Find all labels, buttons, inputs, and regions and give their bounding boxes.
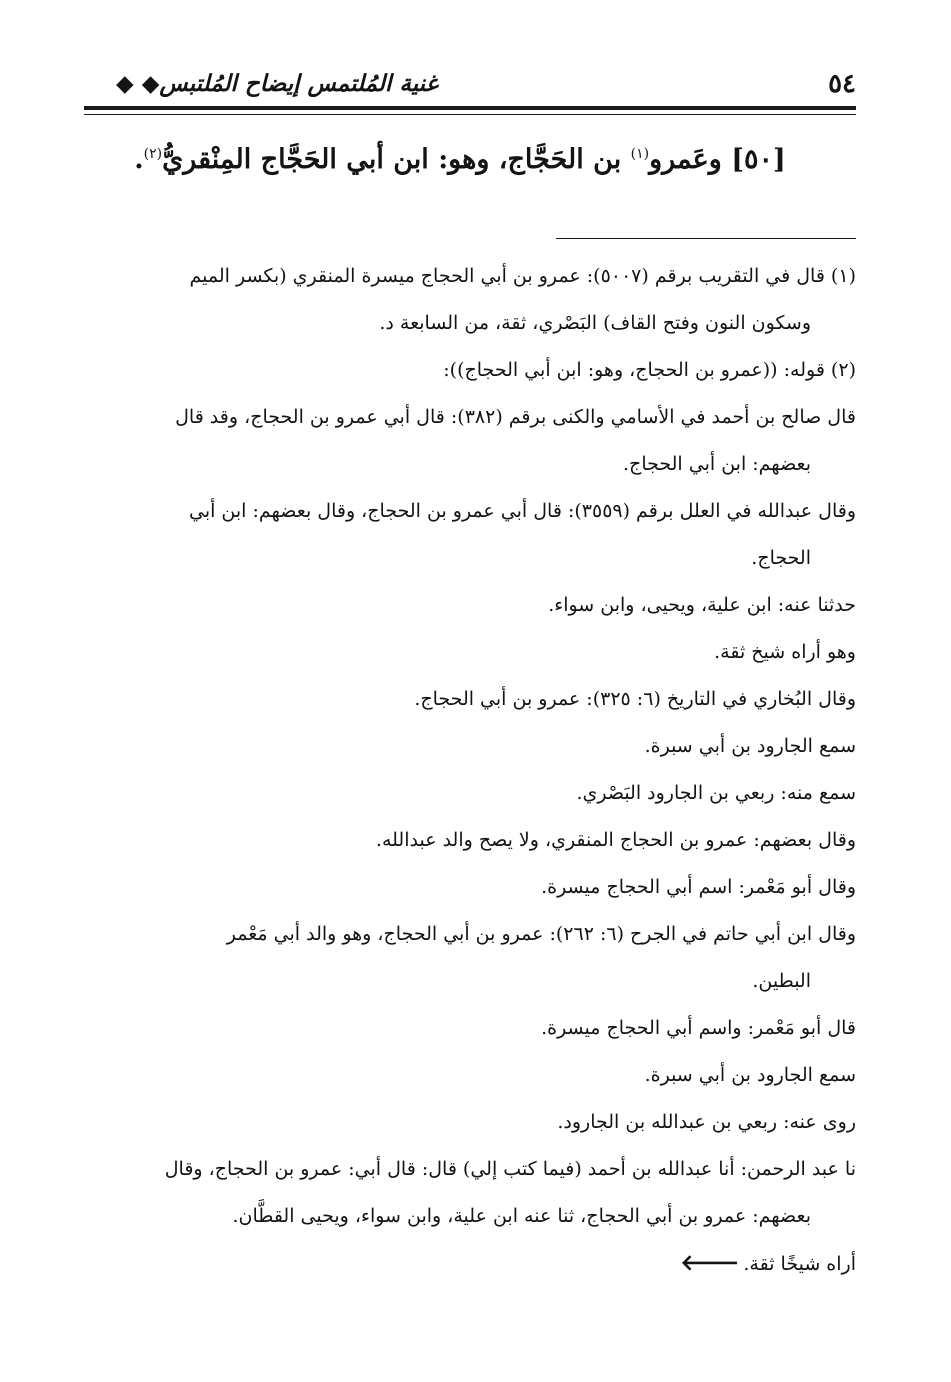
entry-end: . — [134, 144, 144, 175]
footnote-line: بعضهم: ابن أبي الحجاج. — [623, 453, 811, 475]
footnote-line: البطين. — [752, 970, 811, 992]
footnote-line: نا عبد الرحمن: أنا عبدالله بن أحمد (فيما كتب إلي) قال: قال أبي: عمرو بن الحجاج، وقال — [164, 1158, 856, 1180]
footnote-line: (٢) قوله: ((عمرو بن الحجاج، وهو: ابن أبي الحجاج)): — [443, 359, 856, 381]
entry-name: وعَمرو — [649, 144, 722, 175]
page-number: ٥٤ — [828, 69, 856, 99]
footnote-line: قال صالح بن أحمد في الأسامي والكنى برقم (٣٨٢): قال أبي عمرو بن الحجاج، وقد قال — [175, 406, 856, 428]
title-ornament: ◆ ◆ — [116, 70, 160, 97]
footnote-ref-2[interactable]: (٢) — [143, 146, 163, 162]
footnote-line: قال أبو مَعْمر: واسم أبي الحجاج ميسرة. — [541, 1017, 856, 1039]
book-title — [116, 64, 438, 104]
footnote-line: وهو أراه شيخ ثقة. — [714, 641, 856, 663]
footnote-line: وقال أبو مَعْمر: اسم أبي الحجاج ميسرة. — [541, 876, 856, 898]
footnote-line: (١) قال في التقريب برقم (٥٠٠٧): عمرو بن أبي الحجاج ميسرة المنقري (بكسر الميم — [189, 265, 856, 287]
footnote-ref-1[interactable]: (١) — [630, 146, 650, 162]
header-rule-thin — [84, 114, 856, 115]
footnote-line: حدثنا عنه: ابن علية، ويحيى، وابن سواء. — [548, 594, 856, 616]
entry-description: بن الحَجَّاج، وهو: ابن أبي الحَجَّاج المِنْقريُّ — [162, 144, 622, 175]
entry-number: [٥٠] — [731, 144, 786, 175]
footnote-line: وقال عبدالله في العلل برقم (٣٥٥٩): قال أبي عمرو بن الحجاج، وقال بعضهم: ابن أبي — [188, 500, 856, 522]
continue-arrow-icon: 🡐 — [680, 1251, 740, 1276]
footnote-line: سمع منه: ربعي بن الجارود البَصْري. — [576, 782, 856, 804]
footnote-line: الحجاج. — [751, 547, 811, 569]
footnote-line: وسكون النون وفتح القاف) البَصْري، ثقة، من السابعة د. — [379, 312, 811, 334]
footnote-separator — [556, 238, 856, 239]
footnote-line: وقال ابن أبي حاتم في الجرح (٦: ٢٦٢): عمرو بن أبي الحجاج، وهو والد أبي مَعْمر — [226, 923, 856, 945]
footnote-last-text: أراه شيخًا ثقة. — [743, 1253, 856, 1275]
footnote-last-line — [80, 1240, 856, 1288]
header-rule-thick — [84, 106, 856, 110]
running-header — [86, 64, 856, 104]
footnote-line: روى عنه: ربعي بن عبدالله بن الجارود. — [557, 1111, 856, 1133]
book-title-text: غنية المُلتمس إيضاح المُلتبس — [159, 70, 438, 97]
footnotes — [80, 253, 856, 1288]
footnote-line: سمع الجارود بن أبي سبرة. — [644, 1064, 856, 1086]
entry-heading — [100, 134, 820, 186]
footnote-line: سمع الجارود بن أبي سبرة. — [644, 735, 856, 757]
footnote-line: وقال بعضهم: عمرو بن الحجاج المنقري، ولا يصح والد عبدالله. — [375, 829, 856, 851]
footnote-line: بعضهم: عمرو بن أبي الحجاج، ثنا عنه ابن علية، وابن سواء، ويحيى القطَّان. — [232, 1205, 811, 1227]
footnote-line: وقال البُخاري في التاريخ (٦: ٣٢٥): عمرو بن أبي الحجاج. — [414, 688, 856, 710]
